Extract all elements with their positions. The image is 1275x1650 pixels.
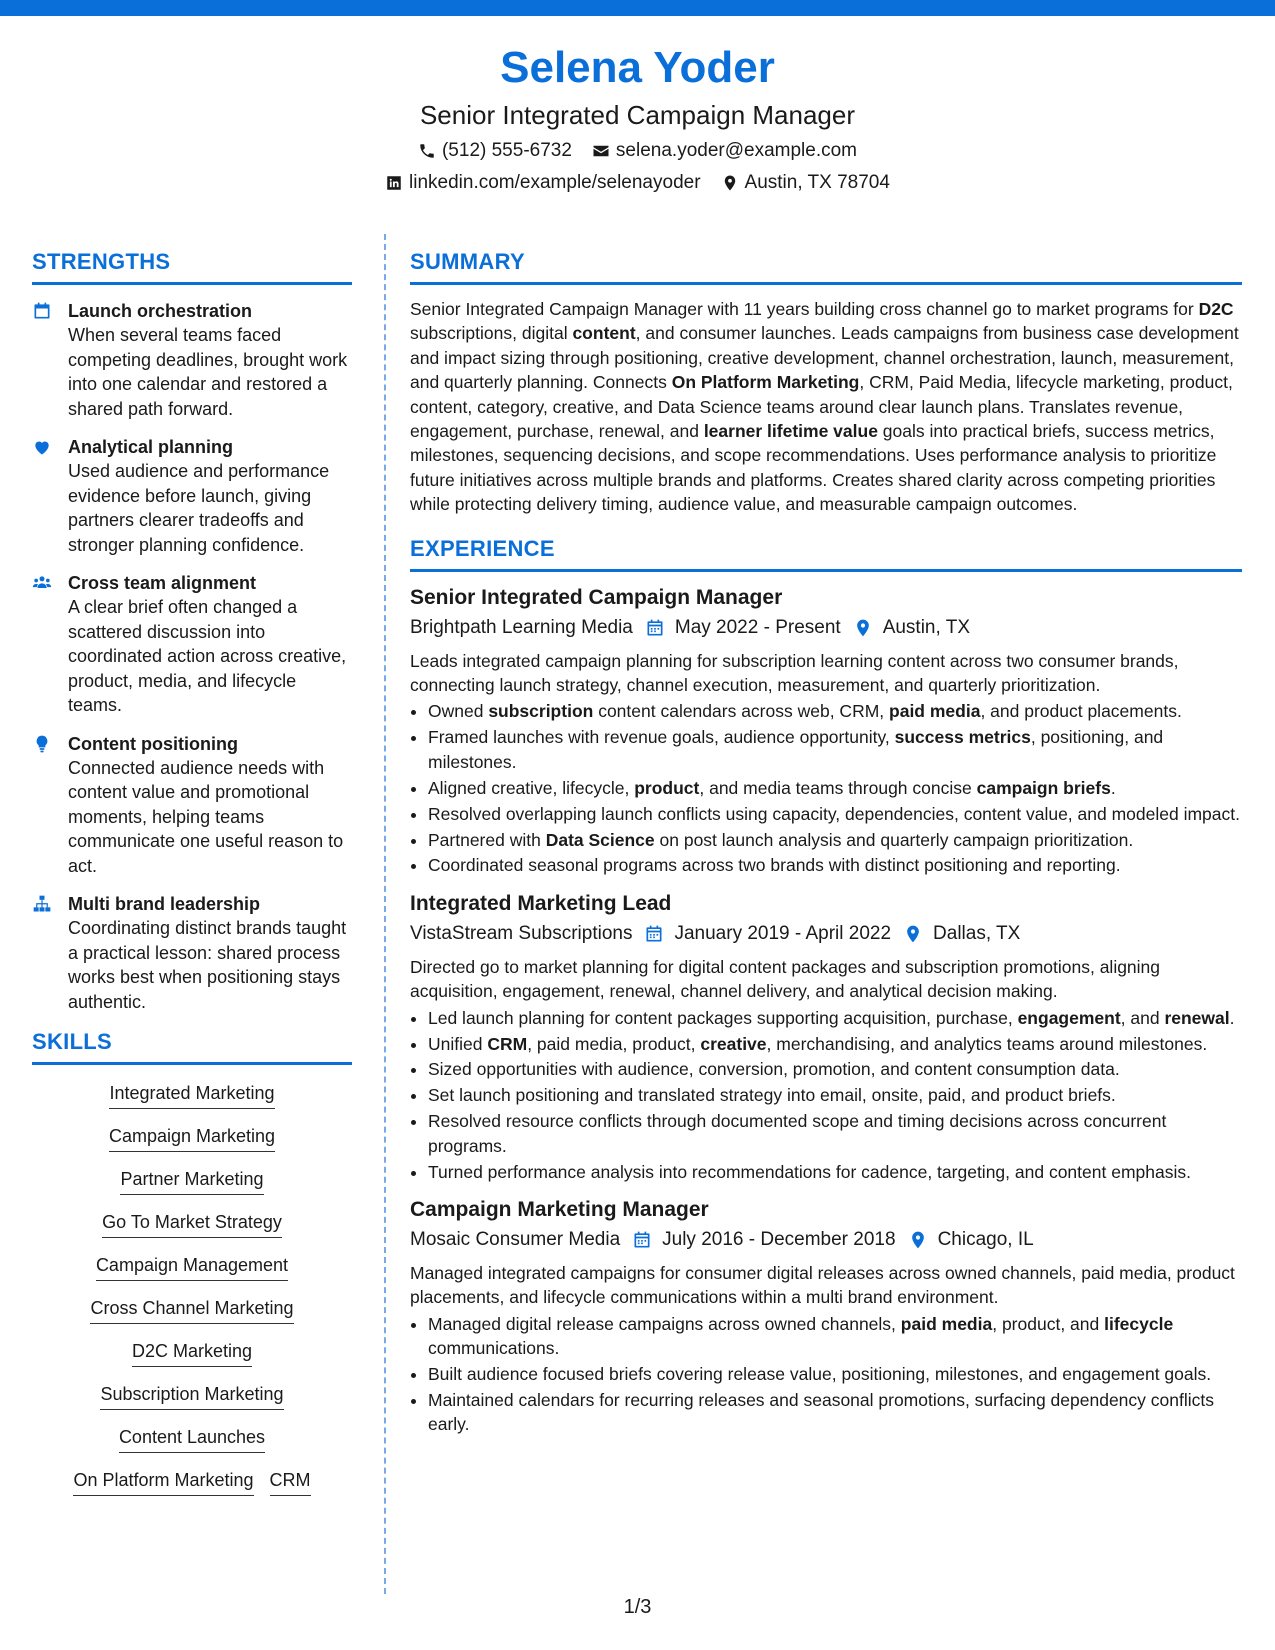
strength-item xyxy=(32,435,352,557)
resume-header xyxy=(0,40,1275,196)
left-column xyxy=(32,248,352,1511)
job-dates-text: January 2019 - April 2022 xyxy=(674,922,892,944)
calendar-outline-icon xyxy=(645,618,665,638)
job-bullet: • Unified CRM, paid media, product, creative, merchandising, and analytics teams around milestones. xyxy=(428,1032,1242,1056)
strength-icon-wrap xyxy=(32,892,54,1014)
job-bullet: • Resolved resource conflicts through documented scope and timing decisions across concurrent programs. xyxy=(428,1109,1242,1158)
candidate-title: Senior Integrated Campaign Manager xyxy=(419,100,856,130)
strength-body xyxy=(68,299,352,421)
contact-row-1 xyxy=(0,138,1275,164)
skill-tag: Cross Channel Marketing xyxy=(90,1296,293,1324)
email-contact[interactable] xyxy=(592,138,857,164)
top-accent-bar xyxy=(0,0,1275,16)
job-bullet: • Built audience focused briefs covering release value, positioning, milestones, and engagement goals. xyxy=(428,1362,1242,1386)
location-contact xyxy=(721,170,890,196)
job-location xyxy=(853,615,970,641)
job-bullet: • Owned subscription content calendars across web, CRM, paid media, and product placements. xyxy=(428,699,1242,723)
job-bullets xyxy=(410,1312,1242,1437)
company-name: Brightpath Learning Media xyxy=(410,616,633,638)
email-text: selena.yoder@example.com xyxy=(615,140,857,161)
skill-row xyxy=(32,1253,352,1281)
job-bullet: • Managed digital release campaigns across owned channels, paid media, product, and lifecycle communications. xyxy=(428,1312,1242,1361)
job-title: Integrated Marketing Lead xyxy=(410,891,672,915)
job-entry xyxy=(410,1196,1242,1437)
job-location xyxy=(903,921,1020,947)
calendar-outline-icon xyxy=(644,924,664,944)
job-meta xyxy=(410,615,1242,641)
job-location-text: Dallas, TX xyxy=(933,922,1021,944)
job-bullet: • Aligned creative, lifecycle, product, and media teams through concise campaign briefs. xyxy=(428,776,1242,800)
skill-row xyxy=(32,1296,352,1324)
job-bullets xyxy=(410,699,1242,877)
strengths-heading: STRENGTHS xyxy=(32,248,352,285)
bold-keyword: CRM xyxy=(487,1033,528,1054)
bold-keyword: paid media xyxy=(889,701,981,722)
lightbulb-icon xyxy=(32,734,52,754)
skill-row xyxy=(32,1124,352,1152)
skill-tag: D2C Marketing xyxy=(132,1339,252,1367)
strength-description: A clear brief often changed a scattered discussion into coordinated action across creative, product, media, and lifecycle teams. xyxy=(68,597,347,715)
strength-body xyxy=(68,571,352,718)
job-dates xyxy=(645,615,841,641)
strength-title: Analytical planning xyxy=(68,437,234,457)
bold-keyword: On Platform Marketing xyxy=(671,372,860,393)
summary-paragraph: Senior Integrated Campaign Manager with 11 years building cross channel go to market programs for D2C subscriptions, digital content, and consumer launches. Leads campaigns from business case development and impact sizing through positioning, creative development, channel orchestration, launch, measurement, and quarterly planning. Connects On Platform Marketing, CRM, Paid Media, lifecycle marketing, product, content, category, creative, and Data Science teams around clear launch plans. Translates revenue, engagement, purchase, renewal, and learner lifetime value goals into practical briefs, success metrics, milestones, sequencing decisions, and scope recommendations. Uses performance analysis to prioritize future initiatives across multiple brands and platforms. Creates shared clarity across competing priorities while protecting delivery timing, audience value, and measurable campaign outcomes. xyxy=(410,299,1239,515)
strength-body xyxy=(68,732,352,879)
job-bullet: • Turned performance analysis into recommendations for cadence, targeting, and content emphasis. xyxy=(428,1160,1242,1184)
phone-icon xyxy=(418,142,436,160)
bold-keyword: subscription xyxy=(488,701,594,722)
job-dates xyxy=(632,1227,895,1253)
bold-keyword: renewal xyxy=(1164,1007,1230,1028)
strength-item xyxy=(32,892,352,1014)
job-bullets xyxy=(410,1006,1242,1184)
skills-list xyxy=(32,1081,352,1496)
job-bullet: • Resolved overlapping launch conflicts using capacity, dependencies, content value, and modeled impact. xyxy=(428,802,1242,826)
contact-row-2 xyxy=(0,170,1275,196)
strength-icon-wrap xyxy=(32,435,54,557)
job-meta xyxy=(410,921,1242,947)
page-number: 1/3 xyxy=(623,1596,652,1618)
job-entry xyxy=(410,584,1242,878)
skill-tag: On Platform Marketing xyxy=(73,1468,253,1496)
skill-tag: Campaign Marketing xyxy=(109,1124,275,1152)
company-name: VistaStream Subscriptions xyxy=(410,922,633,944)
linkedin-contact[interactable] xyxy=(385,170,701,196)
bold-keyword: learner lifetime value xyxy=(703,421,878,442)
skill-row xyxy=(32,1425,352,1453)
map-pin-icon xyxy=(903,924,923,944)
strength-title: Content positioning xyxy=(68,733,238,754)
experience-heading: EXPERIENCE xyxy=(410,535,1242,572)
map-pin-icon xyxy=(721,174,739,192)
job-dates-text: May 2022 - Present xyxy=(674,616,841,638)
phone-text: (512) 555-6732 xyxy=(441,140,572,161)
phone-contact[interactable] xyxy=(418,138,572,164)
strength-description: Used audience and performance evidence before launch, giving partners clearer tradeoffs and stronger planning confidence. xyxy=(68,461,330,555)
calendar-icon xyxy=(32,301,52,321)
experience-list xyxy=(410,584,1242,1437)
job-bullet: • Maintained calendars for recurring releases and seasonal promotions, surfacing dependency conflicts early. xyxy=(428,1388,1242,1437)
column-divider xyxy=(384,234,386,1594)
job-location-text: Chicago, IL xyxy=(937,1228,1034,1250)
bold-keyword: success metrics xyxy=(894,727,1031,748)
bold-keyword: creative xyxy=(700,1033,767,1054)
job-bullet: • Partnered with Data Science on post launch analysis and quarterly campaign prioritization. xyxy=(428,828,1242,852)
calendar-outline-icon xyxy=(632,1230,652,1250)
bold-keyword: Data Science xyxy=(545,829,655,850)
org-chart-icon xyxy=(32,894,52,914)
company-name: Mosaic Consumer Media xyxy=(410,1228,621,1250)
job-bullet: • Set launch positioning and translated strategy into email, onsite, paid, and product briefs. xyxy=(428,1083,1242,1107)
strength-icon-wrap xyxy=(32,571,54,718)
bold-keyword: lifecycle xyxy=(1104,1313,1174,1334)
skill-row xyxy=(32,1167,352,1195)
bold-keyword: paid media xyxy=(900,1313,993,1334)
bold-keyword: engagement xyxy=(1017,1007,1121,1028)
strength-title: Multi brand leadership xyxy=(68,894,261,914)
strength-title: Launch orchestration xyxy=(68,301,253,321)
right-column xyxy=(410,248,1242,1438)
linkedin-icon xyxy=(385,174,403,192)
bold-keyword: product xyxy=(634,777,700,798)
skill-row xyxy=(32,1468,352,1496)
strength-item xyxy=(32,732,352,879)
strength-title: Cross team alignment xyxy=(68,573,257,593)
job-dates xyxy=(644,921,891,947)
skills-heading: SKILLS xyxy=(32,1028,352,1065)
candidate-name: Selena Yoder xyxy=(500,43,775,92)
strength-description: When several teams faced competing deadlines, brought work into one calendar and restored a shared path forward. xyxy=(68,325,348,419)
strength-item xyxy=(32,299,352,421)
skill-tag: Go To Market Strategy xyxy=(102,1210,282,1238)
job-title: Senior Integrated Campaign Manager xyxy=(410,585,783,609)
skill-row xyxy=(32,1210,352,1238)
job-bullet: • Led launch planning for content packages supporting acquisition, purchase, engagement, and renewal. xyxy=(428,1006,1242,1030)
job-location xyxy=(908,1227,1034,1253)
map-pin-icon xyxy=(853,618,873,638)
envelope-icon xyxy=(592,142,610,160)
summary-heading: SUMMARY xyxy=(410,248,1242,285)
bold-keyword: D2C xyxy=(1198,299,1234,319)
strength-icon-wrap xyxy=(32,299,54,421)
skill-tag: Partner Marketing xyxy=(120,1167,263,1195)
bold-keyword: campaign briefs xyxy=(976,777,1111,798)
job-description: Leads integrated campaign planning for subscription learning content across two consumer brands, connecting launch strategy, channel execution, measurement, and quarterly prioritization. xyxy=(410,650,1179,696)
skill-tag: Campaign Management xyxy=(96,1253,288,1281)
job-dates-text: July 2016 - December 2018 xyxy=(662,1228,896,1250)
strength-icon-wrap xyxy=(32,732,54,879)
strength-body xyxy=(68,435,352,557)
skill-row xyxy=(32,1382,352,1410)
skill-row xyxy=(32,1339,352,1367)
users-icon xyxy=(32,573,52,593)
strength-body xyxy=(68,892,352,1014)
skill-tag: Subscription Marketing xyxy=(100,1382,283,1410)
strength-item xyxy=(32,571,352,718)
job-description: Directed go to market planning for digital content packages and subscription promotions, aligning acquisition, engagement, renewal, channel delivery, and analytical decision making. xyxy=(410,956,1161,1002)
skill-tag: Integrated Marketing xyxy=(109,1081,274,1109)
strength-description: Coordinating distinct brands taught a practical lesson: shared process works best when positioning stays authentic. xyxy=(68,918,347,1012)
skill-row xyxy=(32,1081,352,1109)
job-meta xyxy=(410,1227,1242,1253)
heart-icon xyxy=(32,437,52,457)
linkedin-text: linkedin.com/example/selenayoder xyxy=(409,172,701,193)
location-text: Austin, TX 78704 xyxy=(744,172,890,193)
job-description: Managed integrated campaigns for consumer digital releases across owned channels, paid media, product placements, and lifecycle communications within a multi brand environment. xyxy=(410,1262,1235,1308)
strengths-list xyxy=(32,299,352,1014)
strength-description: Connected audience needs with content value and promotional moments, helping teams communicate one useful reason to act. xyxy=(68,757,344,876)
job-entry xyxy=(410,890,1242,1184)
job-bullet: • Coordinated seasonal programs across two brands with distinct positioning and reporting. xyxy=(428,853,1242,877)
skill-tag: Content Launches xyxy=(119,1425,265,1453)
map-pin-icon xyxy=(908,1230,928,1250)
skill-tag: CRM xyxy=(270,1468,311,1496)
job-location-text: Austin, TX xyxy=(882,616,970,638)
job-bullet: • Framed launches with revenue goals, audience opportunity, success metrics, positioning, and milestones. xyxy=(428,725,1242,774)
bold-keyword: content xyxy=(572,323,636,344)
job-bullet: • Sized opportunities with audience, conversion, promotion, and content consumption data. xyxy=(428,1057,1242,1081)
job-title: Campaign Marketing Manager xyxy=(410,1197,709,1221)
